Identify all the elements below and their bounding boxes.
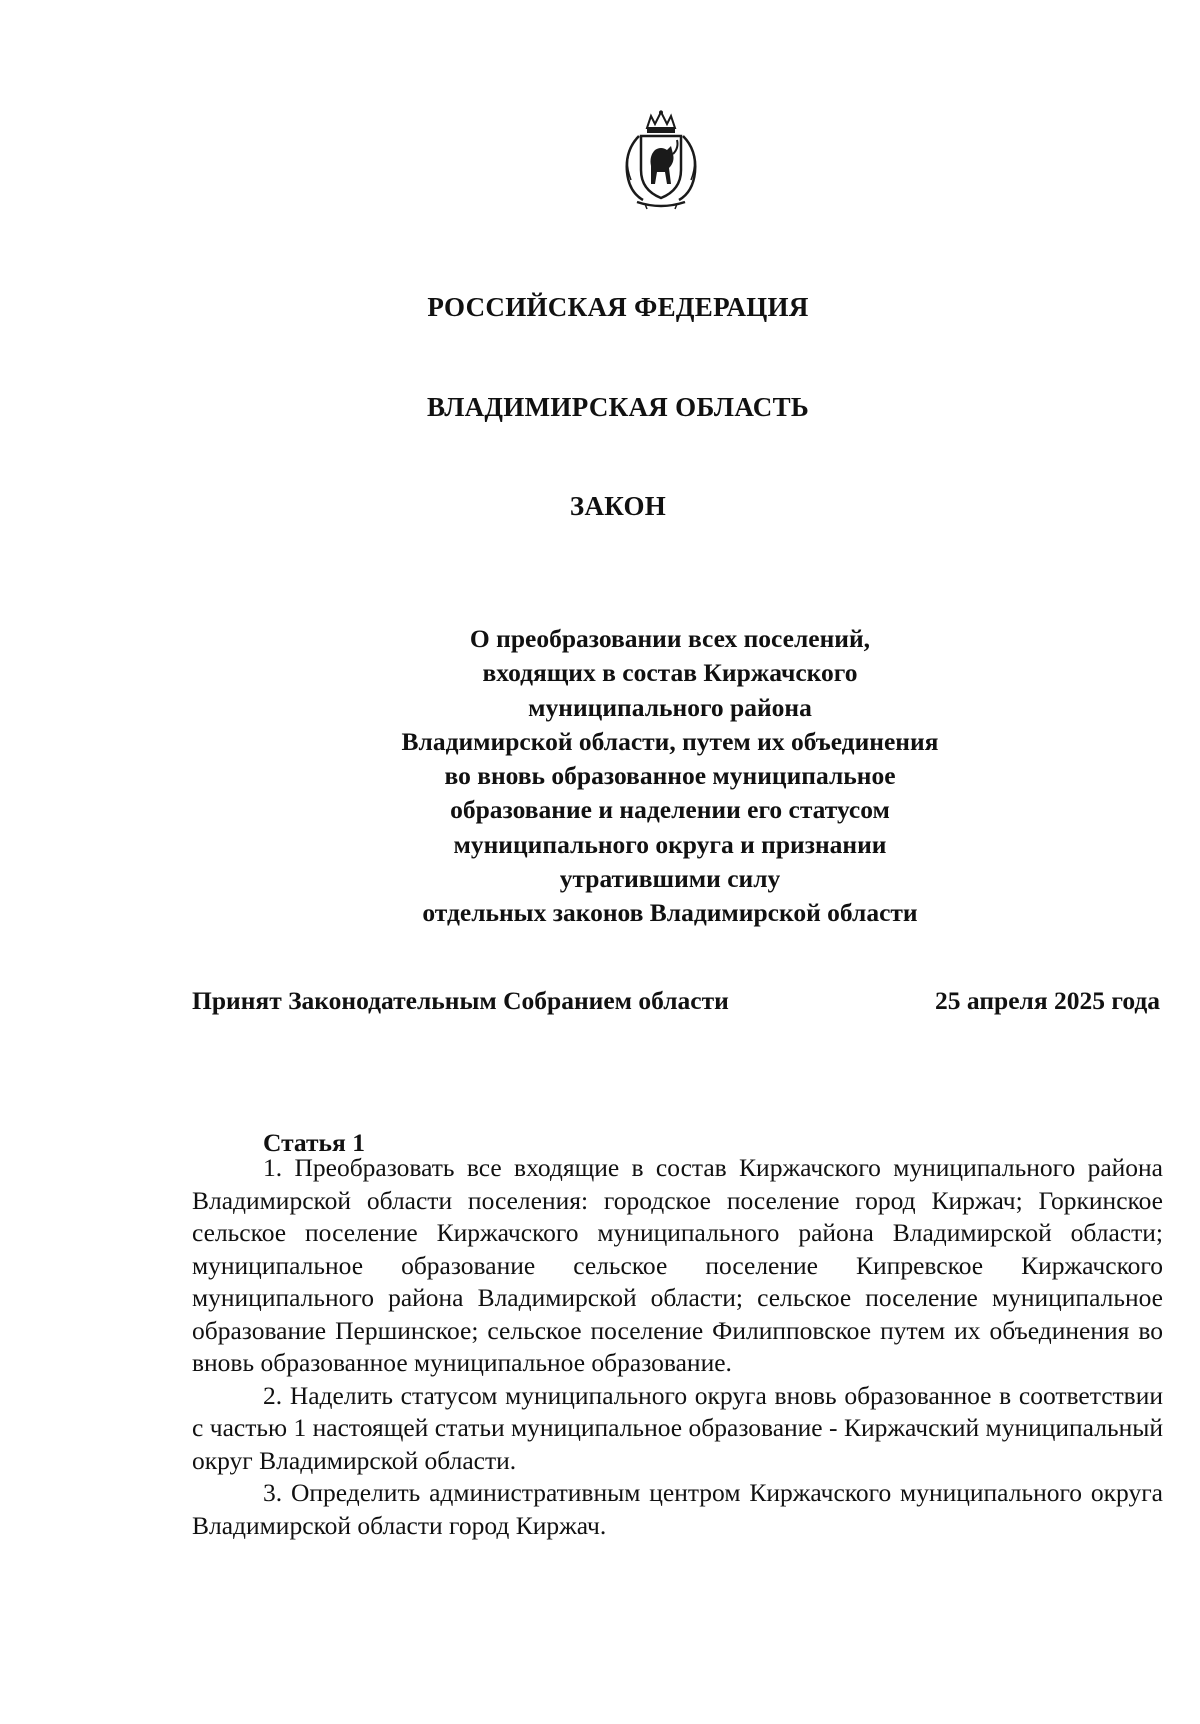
law-title-line: образование и наделении его статусом bbox=[450, 795, 890, 825]
article-paragraph: 2. Наделить статусом муниципального округа вновь образованное в соответствии с частью 1 настоящей статьи муниципальное образование - Киржачский муниципальный округ Владимирской области. bbox=[192, 1380, 1163, 1475]
law-title-line: О преобразовании всех поселений, bbox=[469, 624, 871, 653]
law-title-line: во вновь образованное муниципальное bbox=[444, 761, 896, 791]
article-heading: Статья 1 bbox=[263, 1128, 365, 1157]
law-title-line: Владимирской области, путем их объединения bbox=[401, 726, 939, 756]
law-title bbox=[300, 622, 1040, 931]
adoption-label: Принят Законодательным Собранием области bbox=[192, 986, 729, 1015]
article-body bbox=[192, 1152, 1163, 1542]
article-paragraph: 1. Преобразовать все входящие в состав Киржачского муниципального района Владимирской области поселения: городское поселение город Киржач; Горкинское сельское поселение Киржачского муниципального района Владимирской области; муниципальное образование сельское поселение Кипревское Киржачского муниципального района Владимирской области; сельское поселение муниципальное образование Першинское; сельское поселение Филипповское путем их объединения во вновь образованное муниципальное образование. bbox=[192, 1153, 1163, 1377]
law-title-line: входящих в состав Киржачского bbox=[482, 658, 858, 688]
country-heading: РОССИЙСКАЯ ФЕДЕРАЦИЯ bbox=[427, 292, 809, 322]
law-title-line: отдельных законов Владимирской области bbox=[422, 898, 918, 928]
coat-of-arms-icon bbox=[617, 110, 705, 210]
document-type-heading: ЗАКОН bbox=[569, 491, 667, 521]
adoption-date: 25 апреля 2025 года bbox=[935, 986, 1160, 1015]
law-title-line: утратившими силу bbox=[559, 864, 781, 894]
region-heading: ВЛАДИМИРСКАЯ ОБЛАСТЬ bbox=[426, 392, 810, 422]
law-title-line: муниципального района bbox=[528, 692, 812, 722]
article-paragraph: 3. Определить административным центром Киржачского муниципального округа Владимирской области город Киржач. bbox=[192, 1478, 1163, 1540]
law-title-line: муниципального округа и признании bbox=[453, 829, 887, 859]
